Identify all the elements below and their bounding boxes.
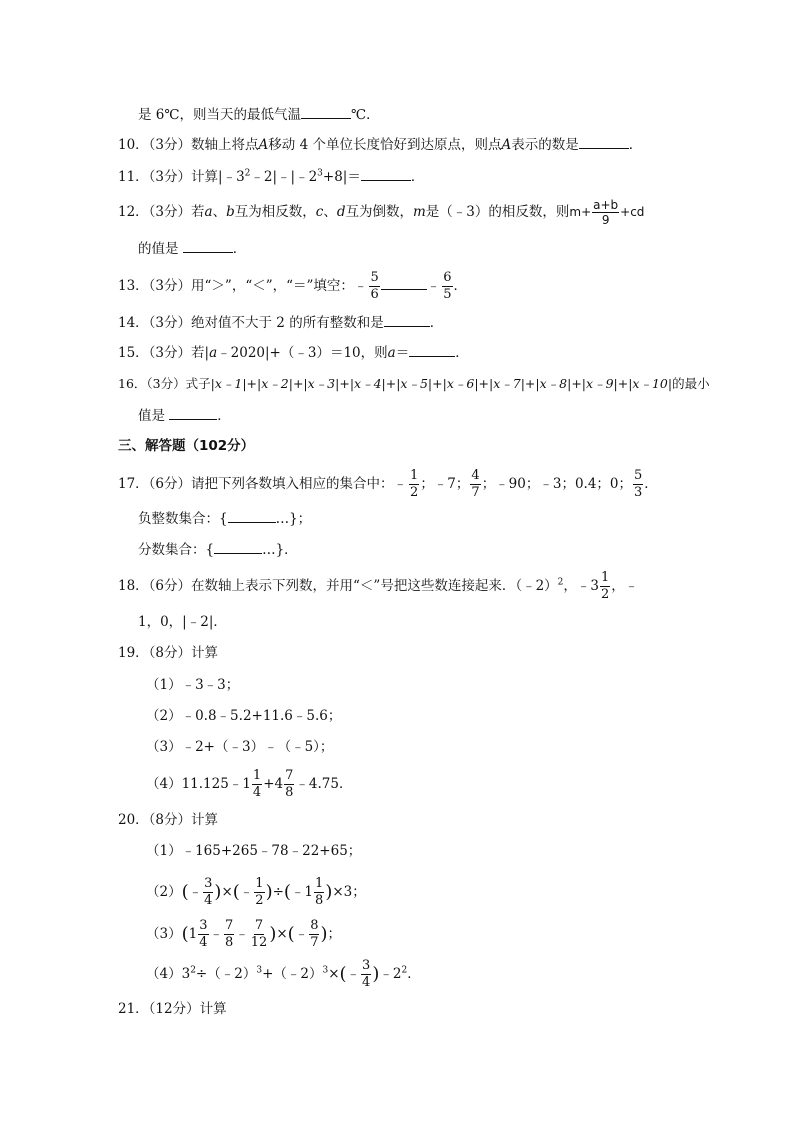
fraction: $\frac{5}{6}$ (370, 270, 379, 302)
answer-blank[interactable] (183, 238, 233, 253)
question-14: 14．（3分）绝对值不大于 2 的所有整数和是 ． (118, 312, 443, 333)
fraction: $\frac{1}{2}$ (410, 468, 419, 500)
answer-blank[interactable] (409, 342, 455, 357)
q19-part-4: （4）11.125﹣1 $\frac{1}{4}$ +4 $\frac{7}{8}$ ﹣4.75． (146, 768, 353, 800)
fraction: $\frac{7}{8}$ (285, 768, 294, 800)
fraction: $\frac{8}{7}$ (310, 918, 319, 950)
q20-part-4: $(4)3^2\div(﹣2)^3+(﹣2)^3\times(﹣$ $\frac{3}{4}$ )$﹣2^2$． (146, 958, 421, 990)
fraction: $\frac{1}{2}$ (601, 570, 610, 602)
question-19: 19．（8分）计算 (118, 645, 219, 661)
question-20: 20．（8分）计算 (118, 812, 219, 828)
question-10: 10．（3分）数轴上将点A移动 4 个单位长度恰好到达原点，则点A表示的数是 ． (118, 134, 642, 155)
question-12-continuation: 的值是 ． (138, 238, 246, 259)
q20-part-2: （2）(﹣ $\frac{3}{4}$ )×(﹣ $\frac{1}{2}$ )÷(﹣1 $\frac{1}{8}$ )×3； (146, 876, 366, 908)
q17-fraction-set: 分数集合：{ …}． (138, 539, 298, 560)
fraction: $\frac{6}{5}$ (443, 270, 452, 302)
q20-part-1: （1）﹣165+265﹣78﹣22+65； (146, 843, 362, 859)
answer-blank[interactable] (214, 539, 262, 554)
question-15: 15．（3分）若|a﹣2020|+（﹣3）＝10，则a＝ ． (118, 342, 469, 363)
q19-part-2: （2）﹣0.8﹣5.2+11.6﹣5.6； (146, 708, 342, 724)
fraction: $\frac{7}{8}$ (225, 918, 234, 950)
fraction: $\frac{7}{12}$ (250, 918, 268, 950)
question-11: 11．（3分）计算$|﹣3^2﹣2|﹣|﹣2^3+8|=$ ． (118, 166, 424, 187)
question-16: 16．（3分）式子|x﹣1|+|x﹣2|+|x﹣3|+|x﹣4|+|x﹣5|+|x﹣6|+|x﹣7|+|x﹣8|+|x﹣9|+|x﹣10|的最小 (118, 376, 710, 391)
fraction: $\frac{1}{2}$ (255, 876, 264, 908)
fraction: $\frac{a+b}{9}$ (593, 198, 619, 227)
answer-blank[interactable] (381, 275, 427, 290)
answer-blank[interactable] (169, 405, 217, 420)
fraction: $\frac{4}{7}$ (471, 468, 480, 500)
answer-blank[interactable] (228, 508, 276, 523)
question-12: 12．（3分）若a、b互为相反数，c、d互为倒数，m是（﹣3）的相反数，则m+ $\frac{a+b}{9}$ +cd (118, 198, 645, 227)
question-16-continuation: 值是 ． (138, 405, 231, 426)
q20-part-3: （3）(1 $\frac{3}{4}$ ﹣ $\frac{7}{8}$ ﹣ $\frac{7}{12}$ )×(﹣ $\frac{8}{7}$ )； (146, 918, 342, 950)
fraction: $\frac{3}{4}$ (362, 958, 371, 990)
section-heading: 三、解答题（102分） (118, 438, 255, 454)
fraction: $\frac{1}{4}$ (252, 768, 262, 800)
answer-blank[interactable] (361, 166, 411, 181)
q9-continuation: 是 6℃，则当天的最低气温 ℃． (138, 104, 380, 125)
question-17: 17．（6分）请把下列各数填入相应的集合中：﹣ $\frac{1}{2}$ ；﹣7； $\frac{4}{7}$ ；﹣90；﹣3；0.4；0； $\frac{5}{3}$ ． (118, 468, 658, 500)
fraction: $\frac{3}{4}$ (199, 918, 208, 950)
question-18-continuation: 1，0，|﹣2|． (138, 614, 227, 630)
q19-part-1: （1）﹣3﹣3； (146, 677, 240, 693)
fraction: $\frac{1}{8}$ (315, 876, 324, 908)
q17-negative-integer-set: 负整数集合：{ …}； (138, 508, 311, 529)
q19-part-3: （3）﹣2+（﹣3）﹣（﹣5）； (146, 739, 334, 755)
question-21: 21．（12分）计算 (118, 1001, 227, 1017)
answer-blank[interactable] (384, 312, 430, 327)
answer-blank[interactable] (579, 134, 629, 149)
question-13: 13．（3分）用“＞”，“＜”，“＝”填空：﹣ $\frac{5}{6}$ ﹣ $\frac{6}{5}$ ． (118, 270, 467, 302)
question-18: 18．（6分）在数轴上表示下列数，并用“＜”号把这些数连接起来．（﹣2）$^2$，﹣3 $\frac{1}{2}$ ，﹣ (118, 570, 639, 602)
fraction: $\frac{5}{3}$ (634, 468, 643, 500)
answer-blank[interactable] (301, 104, 351, 119)
fraction: $\frac{3}{4}$ (204, 876, 213, 908)
